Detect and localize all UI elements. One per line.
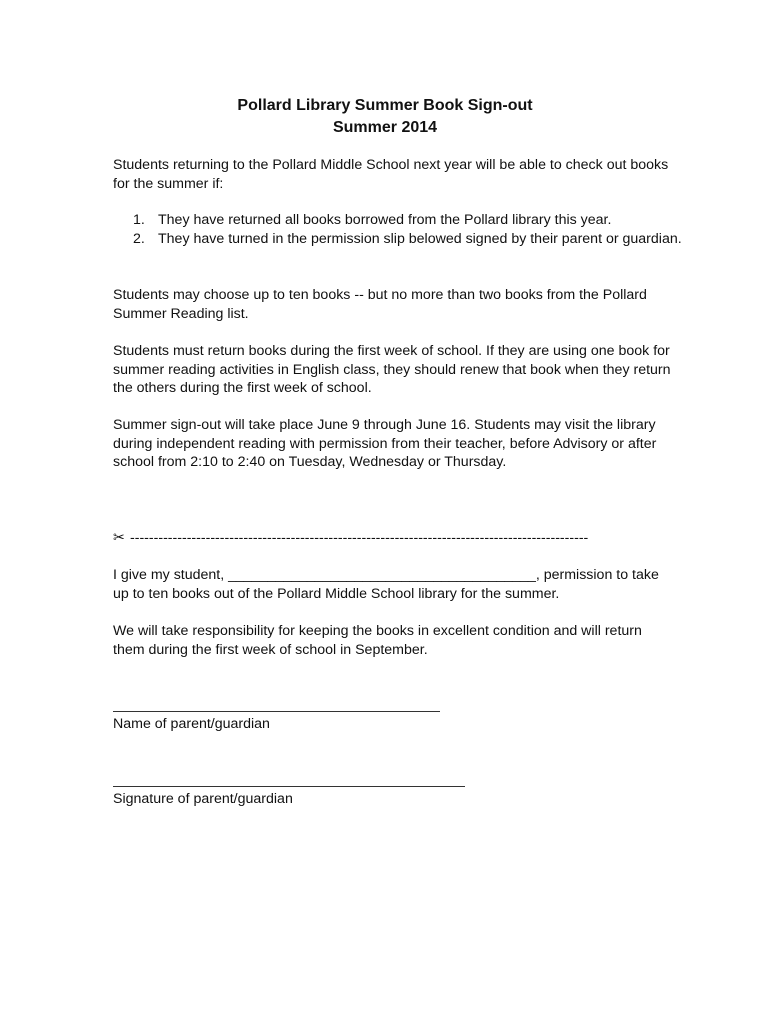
cut-line bbox=[113, 529, 673, 547]
conditions-list bbox=[113, 211, 718, 248]
limit-paragraph: Students may choose up to ten books -- but no more than two books from the Pollard Summer Reading list. bbox=[113, 287, 647, 322]
condition-item bbox=[133, 211, 718, 230]
condition-number: 2. bbox=[133, 230, 145, 247]
scissors-icon: ✂ bbox=[113, 530, 125, 546]
parent-name-line bbox=[113, 711, 440, 712]
condition-text: They have returned all books borrowed from the Pollard library this year. bbox=[158, 212, 612, 228]
signature-line bbox=[113, 786, 465, 787]
condition-number: 1. bbox=[133, 212, 145, 228]
responsibility-paragraph: We will take responsibility for keeping the books in excellent condition and will return them during the first week of school in September. bbox=[113, 623, 642, 658]
intro-paragraph: Students returning to the Pollard Middle School next year will be able to check out books for the summer if: bbox=[113, 157, 669, 192]
schedule-paragraph: Summer sign-out will take place June 9 through June 16. Students may visit the library during independent reading with permission from their teacher, before Advisory or after school from 2:10 to 2:40 on Tuesday, Wednesday or Thursday. bbox=[113, 417, 657, 471]
condition-text: They have turned in the permission slip belowed signed by their parent or guardian. bbox=[158, 230, 682, 247]
condition-item bbox=[133, 230, 718, 249]
return-paragraph: Students must return books during the first week of school. If they are using one book for summer reading activities in English class, they should renew that book when they return the others during the first week of school. bbox=[113, 343, 671, 397]
document-subtitle: Summer 2014 bbox=[332, 119, 438, 136]
document-title: Pollard Library Summer Book Sign-out bbox=[237, 97, 533, 114]
permission-paragraph: I give my student, _______________________________________, permission to take up to ten books out of the Pollard Middle School library for the summer. bbox=[113, 567, 659, 602]
signature-label: Signature of parent/guardian bbox=[113, 791, 293, 807]
parent-name-label: Name of parent/guardian bbox=[113, 716, 270, 732]
cut-dashes: ------------------------------------------------------------------------------------------------- bbox=[130, 530, 589, 546]
